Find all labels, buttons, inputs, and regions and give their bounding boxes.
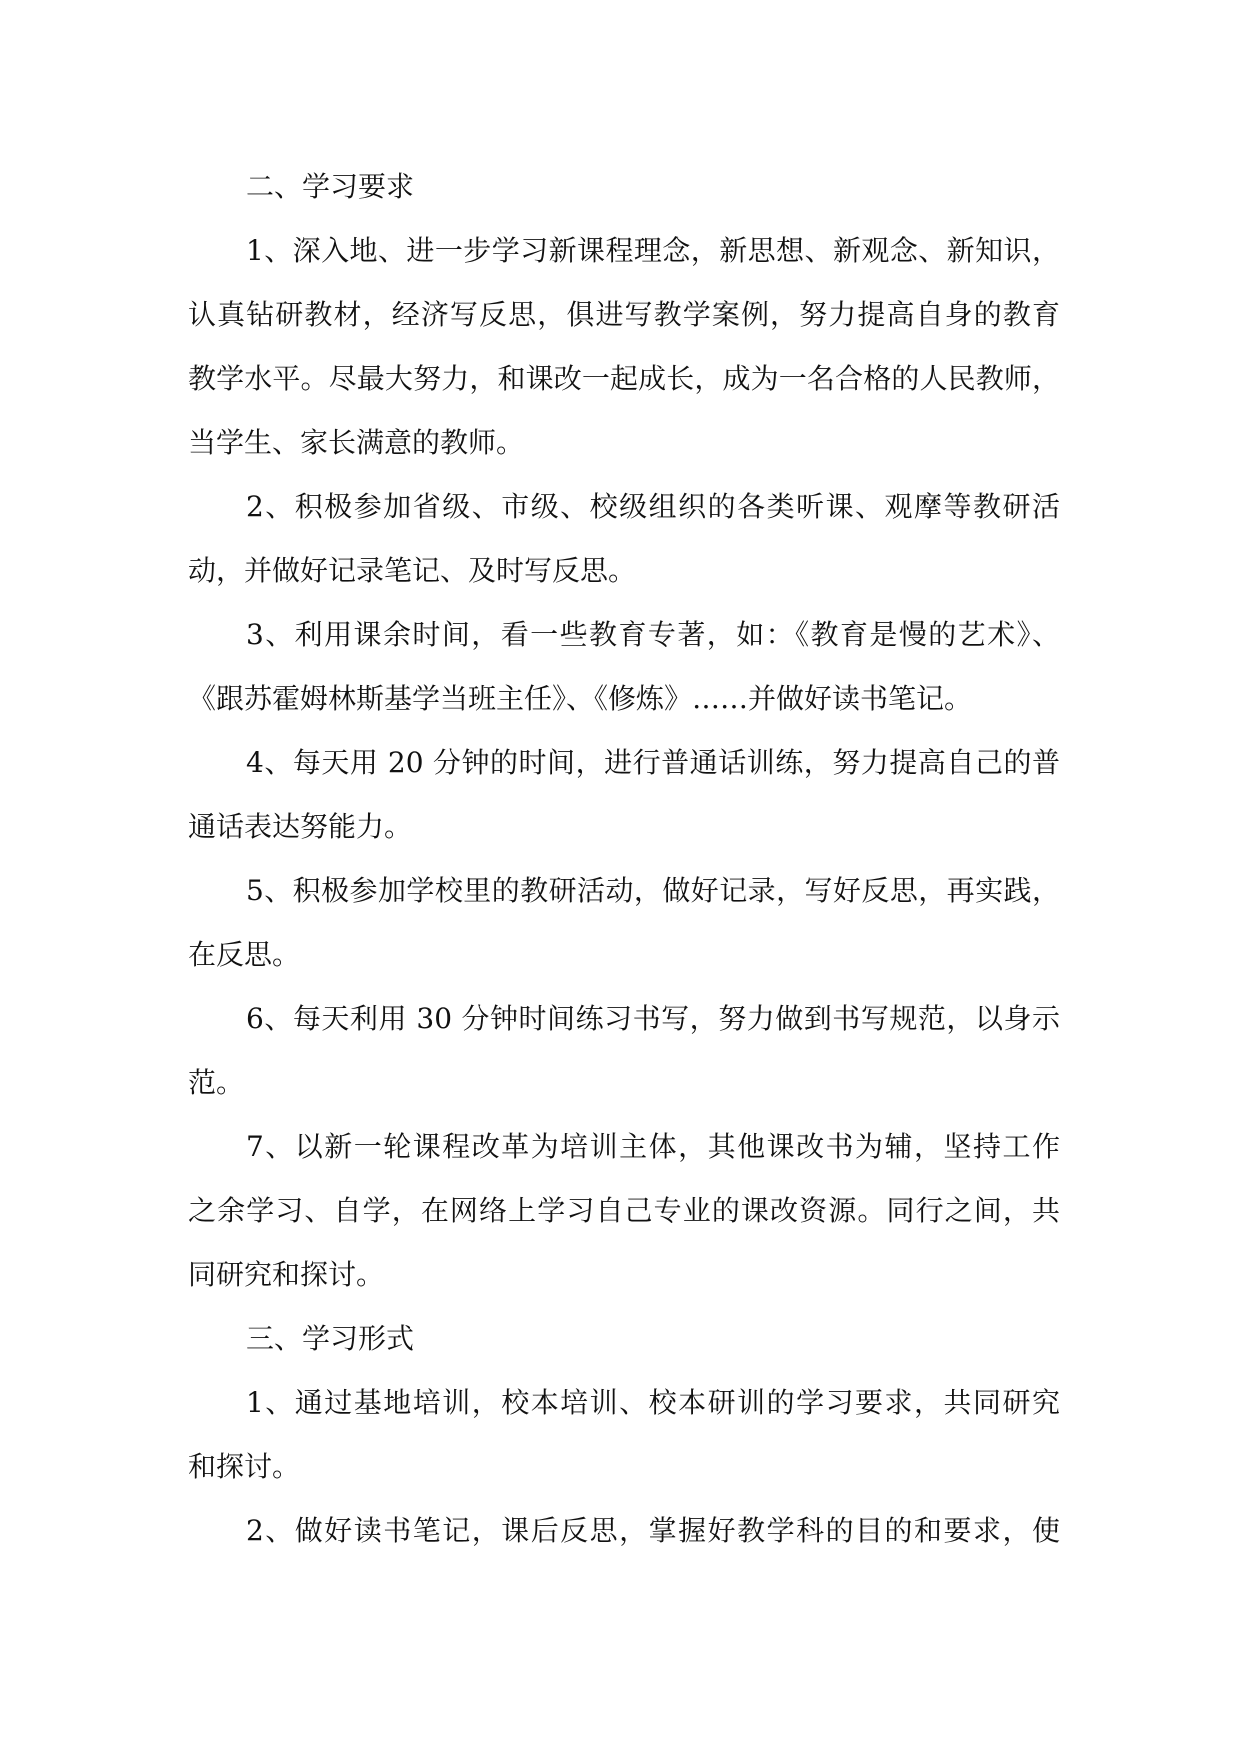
paragraph-line: 教学水平。尽最大努力，和课改一起成长，成为一名合格的人民教师，: [188, 362, 1060, 395]
paragraph-line: 通话表达努能力。: [188, 810, 413, 843]
paragraph-line: 1、深入地、进一步学习新课程理念，新思想、新观念、新知识，: [246, 234, 1060, 267]
paragraph-line: 2、积极参加省级、市级、校级组织的各类听课、观摩等教研活: [246, 490, 1060, 523]
paragraph-line: 和探讨。: [188, 1450, 301, 1483]
document-page: [188, 155, 1060, 1563]
paragraph-line: 认真钻研教材，经济写反思，俱进写教学案例，努力提高自身的教育: [188, 298, 1060, 331]
paragraph-line: 《跟苏霍姆林斯基学当班主任》、《修炼》……并做好读书笔记。: [188, 682, 973, 715]
paragraph-line: 在反思。: [188, 938, 301, 971]
paragraph-line: 5、积极参加学校里的教研活动，做好记录，写好反思，再实践，: [246, 874, 1060, 907]
paragraph-line: 2、做好读书笔记，课后反思，掌握好教学科的目的和要求，使: [246, 1514, 1060, 1547]
section-heading-study-requirements: 二、学习要求: [246, 170, 415, 203]
paragraph-line: 7、以新一轮课程改革为培训主体，其他课改书为辅，坚持工作: [246, 1130, 1060, 1163]
paragraph-line: 当学生、家长满意的教师。: [188, 426, 525, 459]
section-heading-study-forms: 三、学习形式: [246, 1322, 415, 1355]
paragraph-line: 1、通过基地培训，校本培训、校本研训的学习要求，共同研究: [246, 1386, 1060, 1419]
paragraph-line: 6、每天利用 30 分钟时间练习书写，努力做到书写规范，以身示: [246, 1002, 1060, 1035]
paragraph-line: 4、每天用 20 分钟的时间，进行普通话训练，努力提高自己的普: [246, 746, 1060, 779]
paragraph-line: 范。: [188, 1066, 245, 1099]
paragraph-line: 之余学习、自学，在网络上学习自己专业的课改资源。同行之间，共: [188, 1194, 1060, 1227]
paragraph-line: 同研究和探讨。: [188, 1258, 385, 1291]
paragraph-line: 动，并做好记录笔记、及时写反思。: [188, 554, 637, 587]
paragraph-line: 3、利用课余时间，看一些教育专著，如：《教育是慢的艺术》、: [246, 618, 1060, 651]
